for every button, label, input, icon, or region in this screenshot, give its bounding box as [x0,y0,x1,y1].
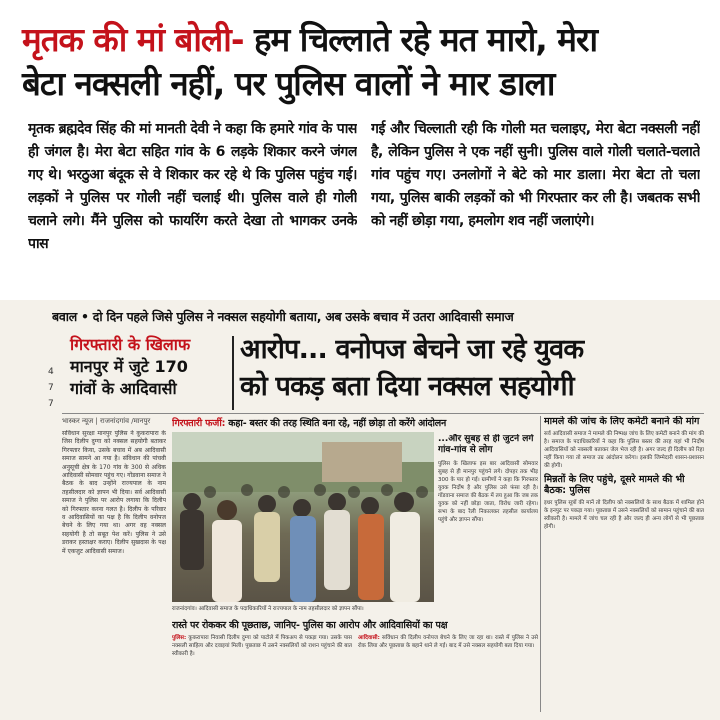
top-body-col-1: मृतक ब्रह्मदेव सिंह की मां मानती देवी ने कहा कि हमारे गांव के पास ही जंगल है। मेरा बेटा सहित गांव के 6 लड़के शिकार करने जंगल गए थे। भरठुआ बंदूक से वे शिकार कर रहे थे कि पुलिस पहुंच गई। लड़कों ने पुलिस पर गोली नहीं चलाई थी। पुलिस वाले ही गोली चलाने लगे। मैंने पुलिस को फायरिंग करते देखा तो भागकर उनके पास [28,121,357,252]
crowd-photo-illustration [172,432,434,602]
edge-number: 7 [48,399,54,409]
middle-text: पुलिस के खिलाफ इस बार आदिवासी सोमवार सुबह से ही मानपुर पहुंचने लगे। दोपहर तक भीड़ 300 के पार हो गई। ग्रामीणों ने कहा कि गिरफ्तार युवक निर्दोष है और पुलिस उसे फंसा रही है। गोंडवाना समाज की बैठक में तय हुआ कि जब तक युवक को नहीं छोड़ा जाता, विरोध जारी रहेगा। सभा के बाद रैली निकालकर तहसील कार्यालय पहुंचे और ज्ञापन सौंपा। [438,461,538,523]
side-headline-red: गिरफ्तारी के खिलाफ [70,335,191,354]
edge-number: 4 [48,367,54,377]
divider [62,413,704,414]
top-body-col-2: गई और चिल्लाती रही कि गोली मत चलाइए, मेरा बेटा नक्सली नहीं है, लेकिन पुलिस ने एक नहीं सुनी। पुलिस वाले गोली चलाते-चलाते गांव पहुंच गए। उनलोगों ने बेटे को मार डाला। मेरा बेटा तो चला गया, पुलिस बाकी लड़कों को भी गिरफ्तार कर ली है। जबतक सभी को नहीं छोड़ा गया, हमलोग शव नहीं जलाएंगे। [371,121,700,229]
side-headline-line-3: गांवों के आदिवासी [70,379,177,398]
middle-subheading: ...और सुबह से ही जुटने लगे गांव-गांव से लोग [438,434,534,455]
article-strap [172,416,538,430]
tagline-label: बवाल [52,309,77,324]
top-headline-black-1: हम चिल्लाते रहे मत मारो, मेरा [243,20,598,59]
edge-number: 7 [48,383,54,393]
left-column-text: सविंधान सुरक्षा मानपुर पुलिस ने कुकरापारा के जिस दिलीप दुग्गा को नक्सल सहयोगी बताकर गिरफ्तार किया, उसके बचाव में अब आदिवासी समाज सामने आ गया है। संविधान की पांचवी अनुसूची क्षेत्र के 170 गांव के 300 से अधिक आदिवासी सोमवार पहुंच गए। गोंडवाना समाज ने बैठक के बाद उन्होंने राज्यपाल के नाम तहसीलदार को ज्ञापन भी दिया। सर्व आदिवासी समाज ने पुलिस पर आरोप लगाया कि दिलीप को गिरफ्तार करना गलत है। दिलीप के परिवार व आदिवासियों का पक्ष है कि दिलीप वनोपज बेचने के लिए गया था। अगर वह नक्सल सहयोगी है तो सबूत पेश करें। पुलिस ने उसे डराकर हस्ताक्षर कराए। दिलीप सुखदास के पक्ष में एकजुट आदिवासी समाज। [62,430,166,555]
strap-red: गिरफ्तारी फर्जी: [172,418,226,429]
right-subheading-2: मिन्नतों के लिए पहुंचे, दूसरे मामले की भी बैठक: पुलिस [544,474,685,496]
main-headline [240,332,700,412]
bottom-news-clipping [0,300,720,720]
byline: भास्कर न्यूज | राजनांदगांव /मानपुर [62,417,151,425]
top-headline-line-1 [22,18,702,62]
tagline-text: • दो दिन पहले जिसे पुलिस ने नक्सल सहयोगी बताया, अब उसके बचाव में उतरा आदिवासी समाज [76,309,514,324]
right-column [544,416,704,712]
police-text: कुकरापारा निवासी दिलीप दुग्गा को पाटोले में पिकअप से पकड़ा गया। उसके पास नक्सली साहित्य और दवाइयां मिली। पूछताछ में उसने नक्सलियों को राशन पहुंचाने की बात स्वीकारी है। [172,635,352,657]
top-headline-red: मृतक की मां बोली- [22,20,244,59]
headline-divider [232,336,234,410]
middle-column [438,434,538,614]
edge-numbers [48,364,58,412]
top-headline [22,18,702,110]
side-headline [70,334,226,408]
side-headline-line-2: मानपुर में जुटे 170 [70,357,188,376]
tagline [52,308,702,330]
tribals-label: आदिवासी: [358,635,380,641]
bottom-column-police [172,634,352,714]
bottom-column-tribals [358,634,538,714]
top-news-clipping [0,0,720,292]
photo-caption: राजनांदगांव। आदिवासी समाज के पदाधिकारियों ने राज्यपाल के नाम तहसीलदार को ज्ञापन सौंपा। [172,606,364,612]
tribals-text: सविंधान की दिलीप वनोपज बेचने के लिए जा रहा था। रास्ते में पुलिस ने उसे रोक लिया और पूछताछ के बहाने थाने ले गई। बाद में उसे नक्सल सहयोगी बता दिया गया। [358,635,538,649]
news-photo [172,432,434,602]
top-headline-line-2: बेटा नक्सली नहीं, पर पुलिस वालों ने मार डाला [22,64,555,103]
bottom-columns [172,634,538,714]
strap-text: कहा- बस्तर की तरह स्थिति बना रहे, नहीं छोड़ा तो करेंगे आंदोलन [225,418,447,429]
main-headline-line-2: को पकड़ बता दिया नक्सल सहयोगी [240,371,574,402]
right-subheading-1: मामले की जांच के लिए कमेटी बनाने की मांग [544,416,700,427]
police-label: पुलिस: [172,635,187,641]
bottom-strap: रास्ते पर रोककर की पूछताछ, जानिए- पुलिस का आरोप और आदिवासियों का पक्ष [172,620,448,631]
column-rule [540,416,541,712]
right-text-2: इधर पुलिस सूत्रों की मानें तो दिलीप को नक्सलियों के साथ बैठक में शामिल होने के इनपुट पर पकड़ा गया। पूछताछ में उसने नक्सलियों को सामान पहुंचाने की बात स्वीकारी है। मामले में जांच चल रही है और जल्द ही अन्य लोगों से भी पूछताछ होगी। [544,500,704,530]
top-body [28,118,700,286]
main-headline-line-1: आरोप... वनोपज बेचने जा रहे युवक [240,334,584,365]
right-text-1: सर्व आदिवासी समाज ने मामले की निष्पक्ष जांच के लिए कमेटी बनाने की मांग की है। समाज के पदाधिकारियों ने कहा कि पुलिस बस्तर की तरह यहां भी निर्दोष आदिवासियों को नक्सली बताकर जेल भेज रही है। अगर जल्द ही दिलीप को रिहा नहीं किया गया तो समाज उग्र आंदोलन करेगा। इसकी जिम्मेदारी शासन-प्रशासन की होगी। [544,431,704,469]
